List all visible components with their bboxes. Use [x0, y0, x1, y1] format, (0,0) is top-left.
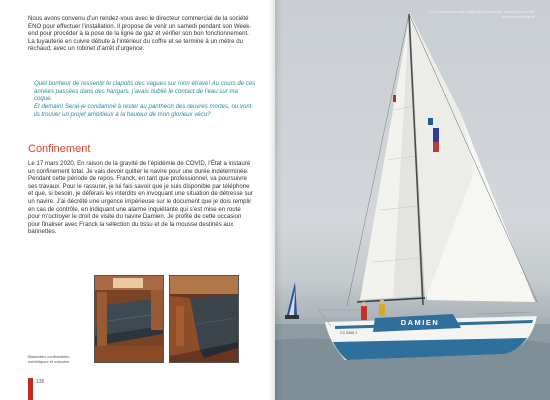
boat-quote: Quel bonheur de ressentir le clapotis des vagues sur mon étrave! Au cours de ces années passées dans des hangars, j’avais oublié le contact de l’eau sur ma coque. — [34, 80, 256, 103]
boat-name: DAMIEN — [400, 318, 440, 327]
section-heading: Confinement — [28, 143, 91, 155]
boat-quote: Et demain! Serai-je condamné à rester au panthéon des œuvres mortes, ou vont-ils trouver un projet ambitieux à la hauteur de mon glorieux vécu? — [34, 103, 254, 118]
cabin-berth-image — [95, 276, 163, 362]
hull-registration: CC 8356 J — [340, 331, 357, 335]
page-marker — [28, 378, 33, 400]
right-page — [275, 0, 550, 400]
saloon-berth-photo — [169, 275, 239, 363]
photo-caption: Bannettes confortables, esthétiques et robustes — [28, 354, 71, 364]
sailboat-photo — [275, 0, 550, 400]
page-number: 136 — [36, 379, 45, 385]
photo-caption: En contemplant cette magnifique silhouette, nous pouvons être fiers de notre travail — [429, 10, 535, 19]
body-paragraph: Le 17 mars 2020. En raison de la gravité de l’épidémie de COVID, l’État a instauré un confinement total. Je vais devoir quitter le navire pour une durée indéterminée. Pendant cette période de repos, Franck, en tant que professionnel, va poursuivre ses travaux. Pour le rassurer, je lui fais savoir que je suis disponible par téléphone et que, si besoin, je déferais les interdits en invoquant une situation de détresse sur un navire. J’ai décrété une urgence impérieuse sur le document que je dois remplir en cas de contrôle, en indiquant une alarme inquiétante qui s’est mise en route pour m’octroyer le droit de visite du navire Damien. Je profite de cette occasion pour finaliser avec Franck la sélection du tissu et de la mousse destinés aux bannettes. — [28, 160, 253, 236]
saloon-berth-image — [170, 276, 238, 362]
cabin-berth-photo — [94, 275, 164, 363]
body-paragraph: Nous avons convenu d’un rendez-vous avec le directeur commercial de la société ENO pour effectuer l’installation. Il propose de venir un samedi pendant son Week-end pour procéder à la pose de la ligne de gaz et vérifier son bon fonctionnement. La tuyauterie en cuivre débute à l’intérieur du coffre et se termine à un mètre du réchaud, avec un robinet d’arrêt d’urgence. — [28, 15, 252, 53]
book-gutter — [268, 0, 282, 400]
